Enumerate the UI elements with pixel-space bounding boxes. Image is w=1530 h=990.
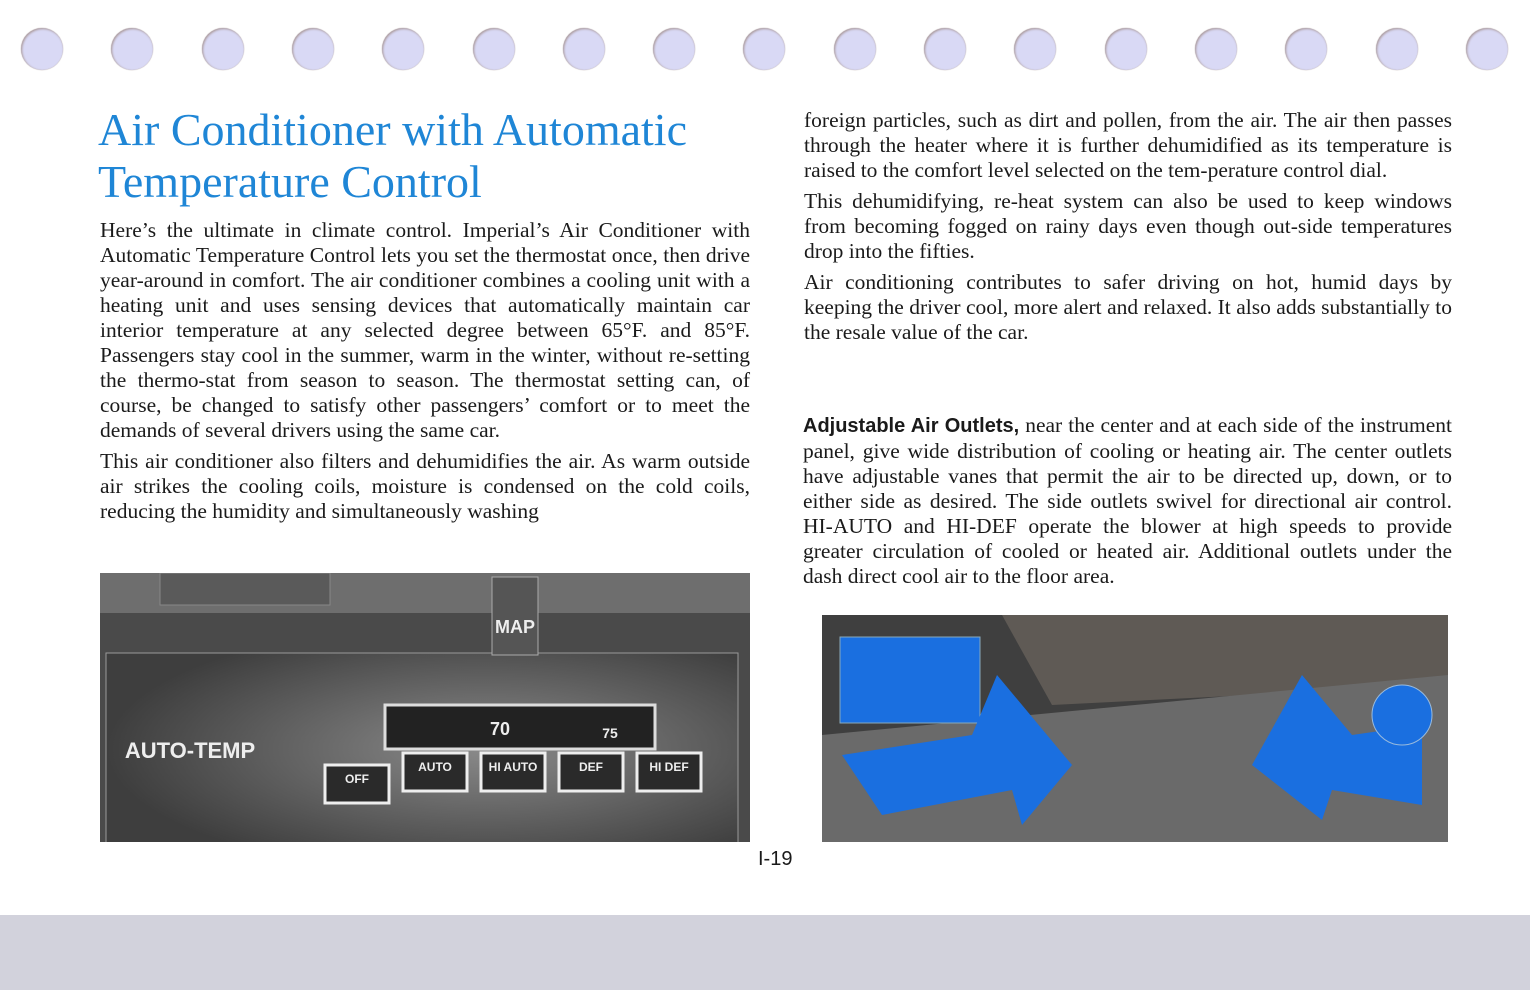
control-button-label: AUTO [418, 760, 452, 774]
auto-temp-label: AUTO-TEMP [124, 738, 256, 763]
side-outlet [1372, 685, 1432, 745]
auto-temp-control-photo [100, 573, 750, 842]
center-outlet [840, 637, 980, 723]
binder-hole [1105, 28, 1147, 70]
page-title: Air Conditioner with Automatic Temperature Control [98, 104, 687, 207]
control-button-label: HI DEF [649, 760, 689, 774]
outlets-text: near the center and at each side of the instrument panel, give wide distribution of cooling or heating air. The center outlets have adjustable vanes that permit the air to be directed up, down, or to either side as desired. The side outlets swivel for directional air control. HI-AUTO and HI-DEF operate the blower at high speeds to provide greater circulation of cooled or heated air. Additional outlets under the dash direct cool air to the floor area. [803, 413, 1453, 588]
paragraph: This air conditioner also filters and dehumidifies the air. As warm outside air strikes the cooling coils, moisture is condensed on the cold coils, reducing the humidity and simultaneously washing [100, 449, 750, 523]
paragraph: Air conditioning contributes to safer driving on hot, humid days by keeping the driver cool, more alert and relaxed. It also adds substantially to the resale value of the car. [804, 270, 1452, 344]
binder-hole [473, 28, 515, 70]
page-number: I-19 [758, 848, 793, 870]
dial-value: 70 [489, 719, 511, 739]
paragraph: foreign particles, such as dirt and pollen, from the air. The air then passes through the heater where it is further dehumidified as its temperature is raised to the comfort level selected on the tem-perature control dial. [804, 108, 1452, 182]
air-outlets-photo [822, 615, 1448, 842]
control-button-label: DEF [579, 760, 603, 774]
control-button-label: OFF [345, 772, 369, 786]
binder-holes [0, 28, 1530, 74]
binder-hole [292, 28, 334, 70]
right-column [804, 108, 1452, 351]
binder-hole [743, 28, 785, 70]
left-column [100, 218, 750, 530]
binder-hole [21, 28, 63, 70]
bottom-band [0, 915, 1530, 990]
map-label: MAP [495, 617, 535, 637]
binder-hole [382, 28, 424, 70]
binder-hole [1466, 28, 1508, 70]
binder-hole [653, 28, 695, 70]
dial-next: 75 [602, 725, 618, 741]
outlets-section [803, 413, 1452, 595]
binder-hole [1285, 28, 1327, 70]
paragraph: This dehumidifying, re-heat system can also be used to keep windows from becoming fogged on rainy days even though out-side temperatures drop into the fifties. [804, 189, 1452, 263]
binder-hole [202, 28, 244, 70]
binder-hole [1195, 28, 1237, 70]
binder-hole [563, 28, 605, 70]
control-button-label: HI AUTO [488, 760, 538, 774]
paragraph: Here’s the ultimate in climate control. Imperial’s Air Conditioner with Automatic Temperature Control lets you set the thermostat once, then drive year-around in comfort. The air conditioner combines a cooling unit with a heating unit and uses sensing devices that automatically maintain car interior temperature at any selected degree between 65°F. and 85°F. Passengers stay cool in the summer, warm in the winter, without re-setting the thermo-stat from season to season. The thermostat setting can, of course, be changed to satisfy other passengers’ comfort or to meet the demands of several drivers using the same car. [100, 218, 750, 442]
binder-hole [111, 28, 153, 70]
binder-hole [834, 28, 876, 70]
binder-hole [1014, 28, 1056, 70]
binder-hole [1376, 28, 1418, 70]
outlets-heading: Adjustable Air Outlets, [803, 415, 1020, 437]
binder-hole [924, 28, 966, 70]
